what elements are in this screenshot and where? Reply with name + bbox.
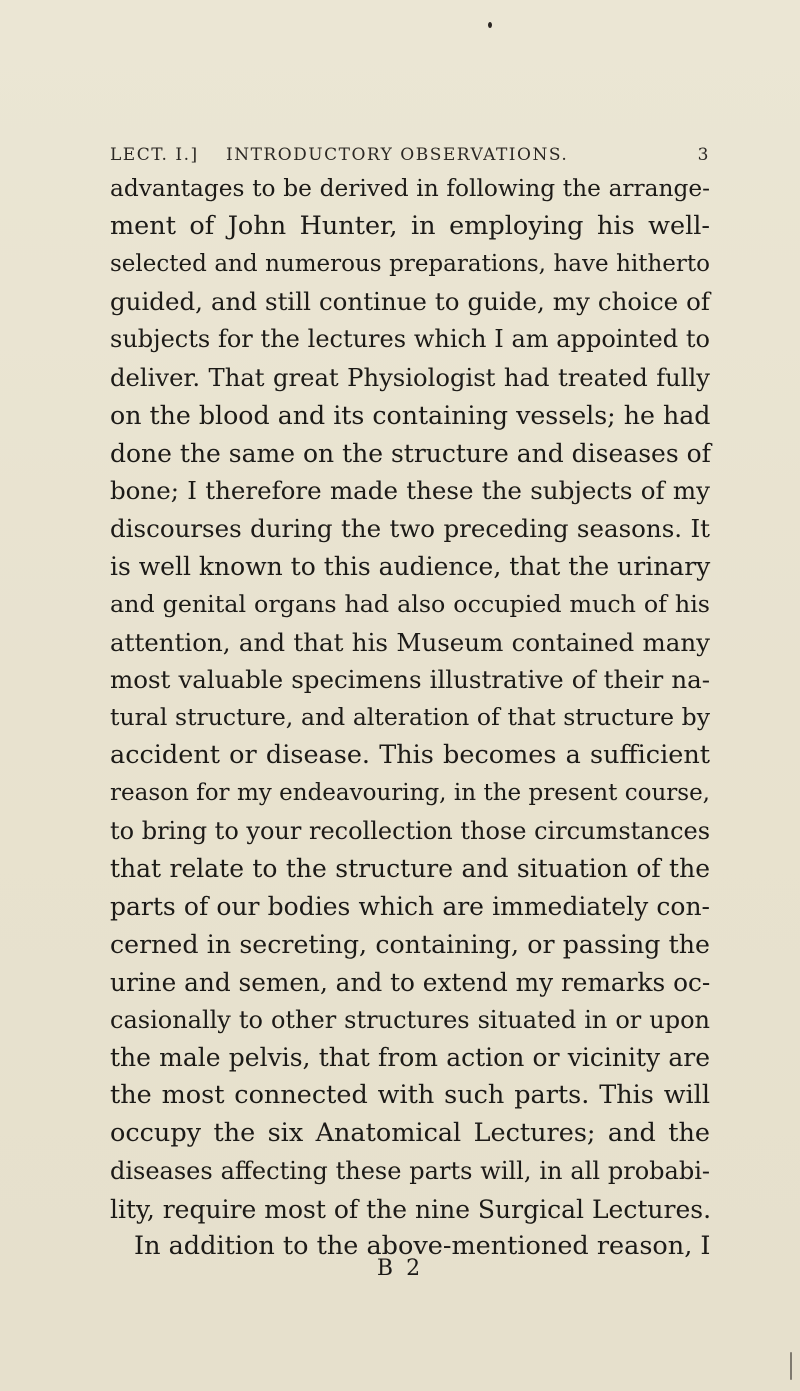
section-title: INTRODUCTORY OBSERVATIONS. — [226, 145, 569, 165]
text-line: In addition to the above-mentioned reason, I — [134, 1231, 711, 1262]
text-line: lity, require most of the nine Surgical Lectures. — [110, 1194, 712, 1224]
text-line: guided, and still continue to guide, my choice of — [110, 287, 710, 317]
text-line: and genital organs had also occupied much of his — [110, 589, 710, 618]
text-line: the male pelvis, that from action or vicinity are — [110, 1043, 710, 1073]
lecture-number: LECT. I.] — [110, 145, 199, 165]
text-line: ment of John Hunter, in employing his well- — [110, 210, 710, 241]
ink-speck — [488, 22, 492, 28]
text-line: the most connected with such parts. This will — [110, 1080, 710, 1111]
text-line: urine and semen, and to extend my remarks oc- — [110, 967, 711, 997]
text-line: that relate to the structure and situation of the — [110, 854, 710, 884]
text-line: deliver. That great Physiologist had treated fully — [110, 362, 710, 392]
page-number: 3 — [697, 145, 710, 165]
text-line: subjects for the lectures which I am appointed to — [110, 325, 710, 354]
text-line: attention, and that his Museum contained many — [110, 627, 710, 657]
text-line: diseases affecting these parts will, in all probabi- — [110, 1156, 710, 1185]
text-line: discourses during the two preceding seasons. It — [110, 514, 710, 544]
text-line: done the same on the structure and diseases of — [110, 438, 711, 468]
text-line: parts of our bodies which are immediately con- — [110, 892, 710, 922]
text-line: casionally to other structures situated in or upon — [110, 1005, 710, 1034]
text-line: selected and numerous preparations, have hitherto — [110, 250, 710, 277]
text-line: to bring to your recollection those circumstances — [110, 816, 711, 845]
text-line: tural structure, and alteration of that structure by — [110, 703, 710, 732]
text-line: advantages to be derived in following the arrange- — [110, 175, 710, 202]
signature-mark: B 2 — [376, 1256, 424, 1281]
text-line: is well known to this audience, that the urinary — [110, 551, 711, 581]
text-line: accident or disease. This becomes a sufficient — [110, 739, 710, 770]
text-line: bone; I therefore made these the subjects of my — [110, 476, 710, 506]
text-line: reason for my endeavouring, in the present course, — [110, 779, 710, 806]
ink-speck — [790, 1352, 792, 1380]
body-text — [110, 170, 710, 1266]
text-line: cerned in secreting, containing, or passing the — [110, 929, 710, 959]
text-line: on the blood and its containing vessels; he had — [110, 400, 711, 430]
text-line: most valuable specimens illustrative of their na- — [110, 665, 710, 695]
running-head — [110, 145, 710, 169]
text-line: occupy the six Anatomical Lectures; and the — [110, 1117, 710, 1148]
